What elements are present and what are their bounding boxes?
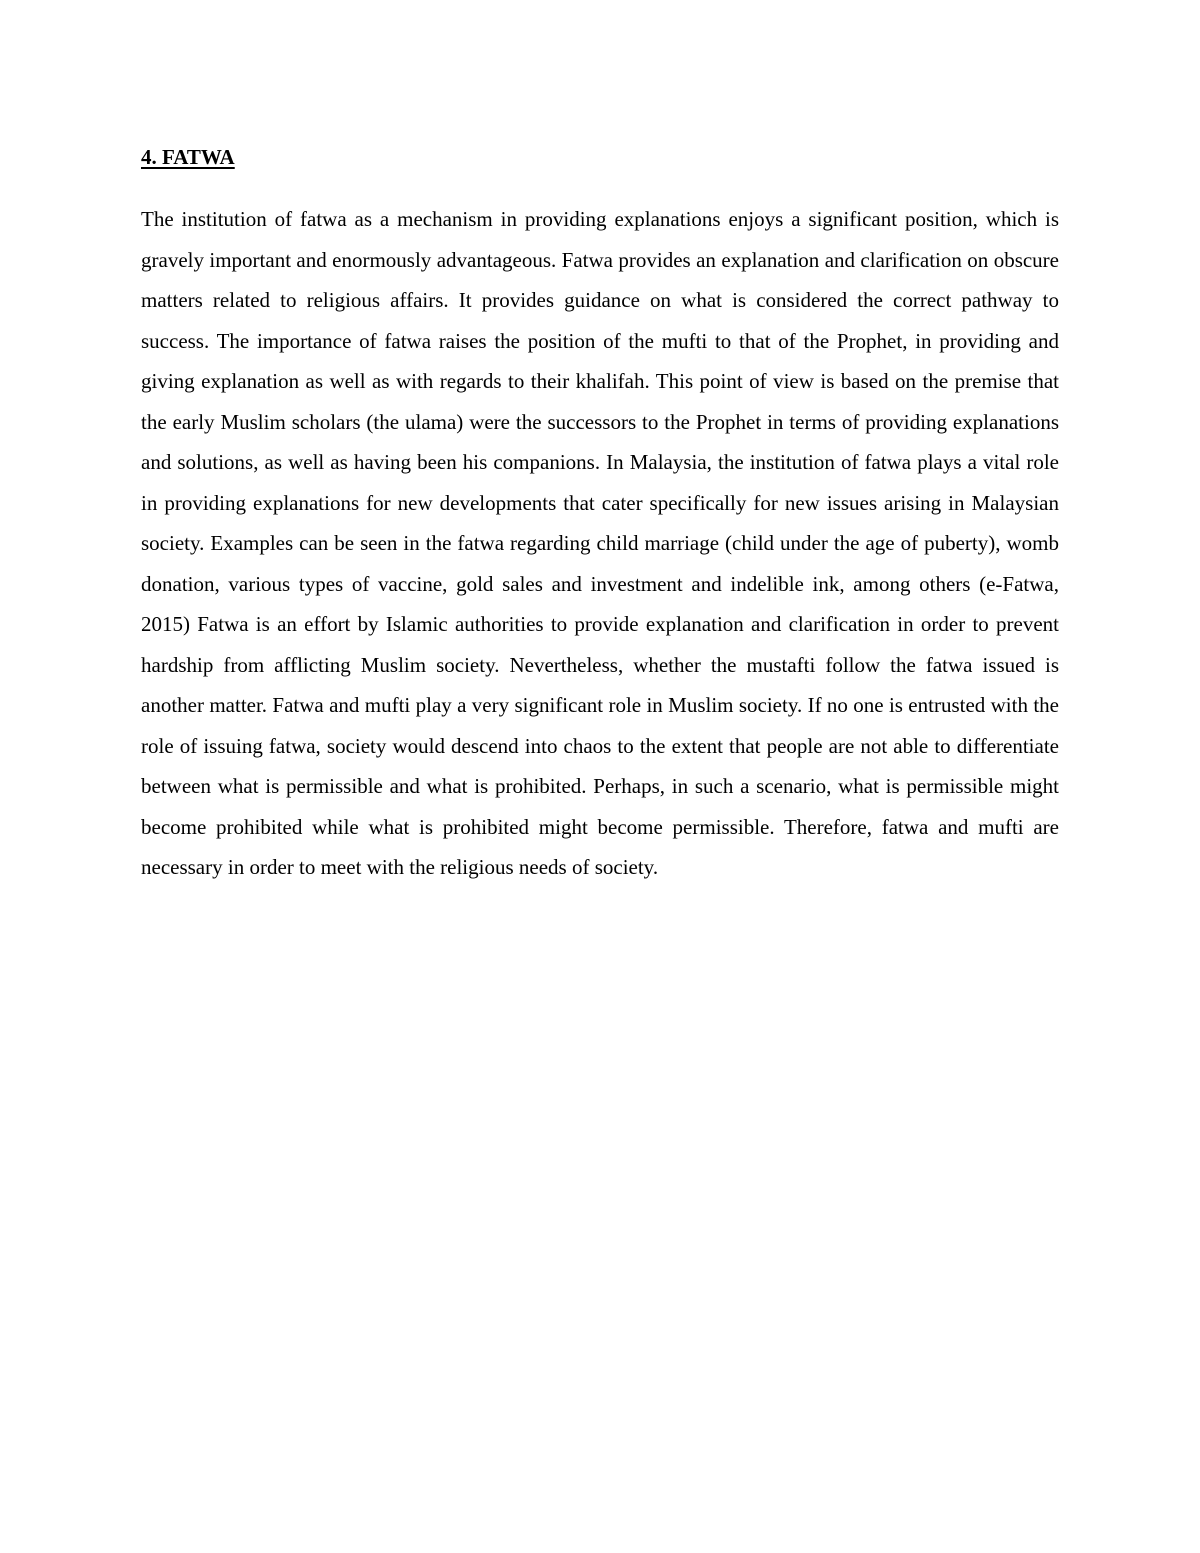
body-paragraph: The institution of fatwa as a mechanism in providing explanations enjoys a significant position, which is gravely important and enormously advantageous. Fatwa provides an explanation and clarification on obscure matters related to religious affairs. It provides guidance on what is considered the correct pathway to success. The importance of fatwa raises the position of the mufti to that of the Prophet, in providing and giving explanation as well as with regards to their khalifah. This point of view is based on the premise that the early Muslim scholars (the ulama) were the successors to the Prophet in terms of providing explanations and solutions, as well as having been his companions. In Malaysia, the institution of fatwa plays a vital role in providing explanations for new developments that cater specifically for new issues arising in Malaysian society. Examples can be seen in the fatwa regarding child marriage (child under the age of puberty), womb donation, various types of vaccine, gold sales and investment and indelible ink, among others (e-Fatwa, 2015) Fatwa is an effort by Islamic authorities to provide explanation and clarification in order to prevent hardship from afflicting Muslim society. Nevertheless, whether the mustafti follow the fatwa issued is another matter. Fatwa and mufti play a very significant role in Muslim society. If no one is entrusted with the role of issuing fatwa, society would descend into chaos to the extent that people are not able to differentiate between what is permissible and what is prohibited. Perhaps, in such a scenario, what is permissible might become prohibited while what is prohibited might become permissible. Therefore, fatwa and mufti are necessary in order to meet with the religious needs of society. <box>141 207 1059 879</box>
page-content <box>141 143 1059 888</box>
section-heading: 4. FATWA <box>141 145 235 169</box>
